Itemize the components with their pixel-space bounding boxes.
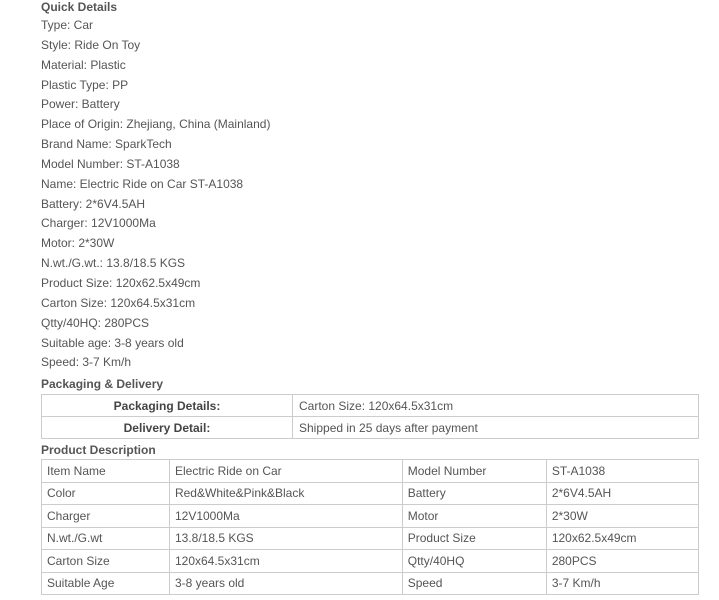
table-cell: Motor (402, 505, 546, 528)
table-cell: N.wt./G.wt (42, 527, 170, 550)
table-row (42, 527, 699, 550)
table-row (42, 482, 699, 505)
table-cell: 280PCS (546, 550, 698, 573)
table-cell: Electric Ride on Car (169, 460, 402, 483)
table-cell: Item Name (42, 460, 170, 483)
detail-power: Power: Battery (41, 97, 120, 112)
table-cell: Charger (42, 505, 170, 528)
detail-product-size: Product Size: 120x62.5x49cm (41, 275, 201, 290)
table-row (42, 417, 699, 439)
packaging-delivery-heading: Packaging & Delivery (41, 377, 164, 391)
product-description-table (41, 459, 699, 595)
table-cell: 13.8/18.5 KGS (169, 527, 402, 550)
table-cell: 120x64.5x31cm (169, 550, 402, 573)
packaging-table (41, 394, 699, 439)
detail-brand-name: Brand Name: SparkTech (41, 137, 172, 152)
table-row (42, 460, 699, 483)
delivery-detail-value: Shipped in 25 days after payment (293, 417, 699, 439)
table-cell: 12V1000Ma (169, 505, 402, 528)
detail-weight: N.wt./G.wt.: 13.8/18.5 KGS (41, 256, 186, 271)
detail-qtty-40hq: Qtty/40HQ: 280PCS (41, 315, 150, 330)
quick-details-heading: Quick Details (41, 0, 118, 14)
table-cell: 3-7 Km/h (546, 572, 698, 595)
table-cell: Carton Size (42, 550, 170, 573)
table-cell: ST-A1038 (546, 460, 698, 483)
product-description-heading: Product Description (41, 443, 156, 457)
detail-battery: Battery: 2*6V4.5AH (41, 196, 146, 211)
detail-material: Material: Plastic (41, 57, 126, 72)
detail-type: Type: Car (41, 18, 94, 32)
table-cell: Red&White&Pink&Black (169, 482, 402, 505)
table-row (42, 572, 699, 595)
detail-carton-size: Carton Size: 120x64.5x31cm (41, 295, 196, 310)
detail-plastic-type: Plastic Type: PP (41, 77, 129, 92)
packaging-details-value: Carton Size: 120x64.5x31cm (293, 395, 699, 417)
table-cell: Product Size (402, 527, 546, 550)
packaging-details-label: Packaging Details: (42, 395, 293, 417)
table-cell: Suitable Age (42, 572, 170, 595)
table-row (42, 505, 699, 528)
table-cell: 2*30W (546, 505, 698, 528)
delivery-detail-label: Delivery Detail: (42, 417, 293, 439)
table-cell: Qtty/40HQ (402, 550, 546, 573)
detail-motor: Motor: 2*30W (41, 236, 115, 251)
table-row (42, 395, 699, 417)
detail-name: Name: Electric Ride on Car ST-A1038 (41, 176, 244, 191)
table-row (42, 550, 699, 573)
table-cell: Battery (402, 482, 546, 505)
detail-model-number: Model Number: ST-A1038 (41, 156, 180, 171)
detail-speed: Speed: 3-7 Km/h (41, 355, 132, 370)
table-cell: 120x62.5x49cm (546, 527, 698, 550)
table-cell: Model Number (402, 460, 546, 483)
detail-style: Style: Ride On Toy (41, 37, 141, 52)
table-cell: Speed (402, 572, 546, 595)
detail-charger: Charger: 12V1000Ma (41, 216, 156, 231)
detail-suitable-age: Suitable age: 3-8 years old (41, 335, 184, 350)
detail-place-of-origin: Place of Origin: Zhejiang, China (Mainland) (41, 117, 271, 132)
table-cell: 2*6V4.5AH (546, 482, 698, 505)
quick-details-list (41, 16, 270, 373)
table-cell: 3-8 years old (169, 572, 402, 595)
table-cell: Color (42, 482, 170, 505)
